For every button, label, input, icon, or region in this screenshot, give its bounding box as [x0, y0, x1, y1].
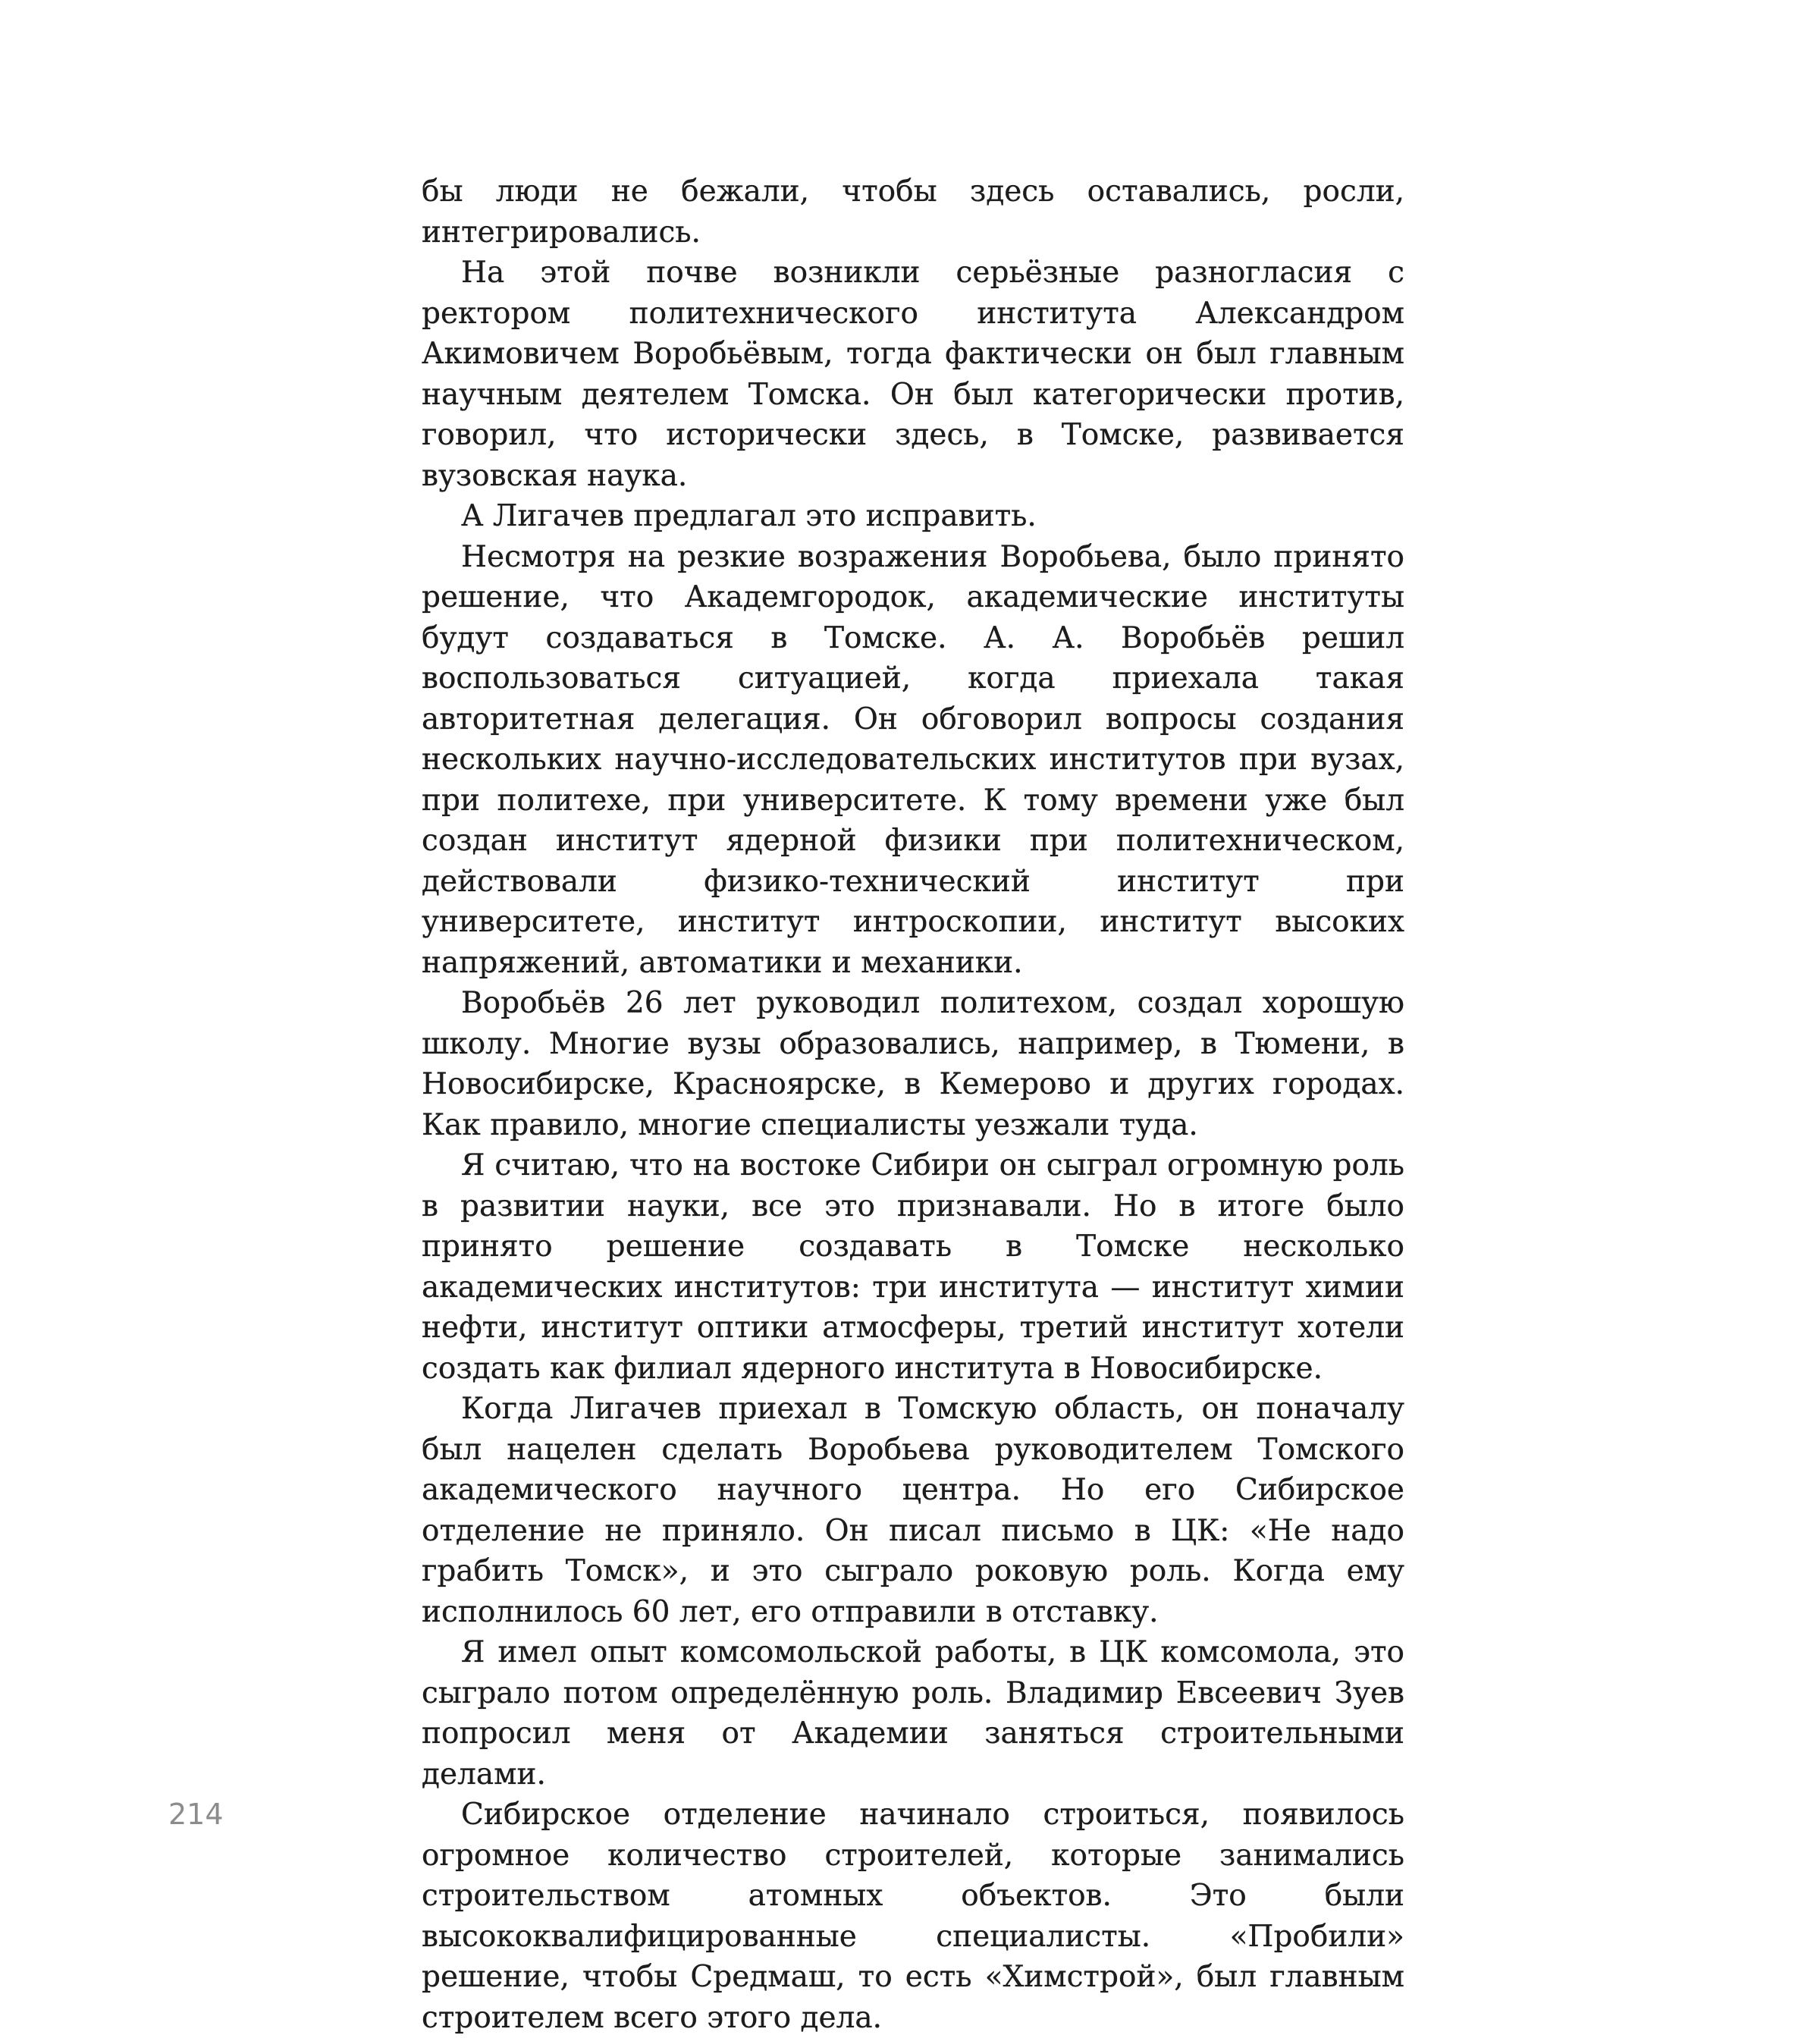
- body-text: [422, 171, 1404, 2038]
- paragraph-2: На этой почве возникли серьёзные разногласия с ректором политехнического института Александром Акимовичем Воробьёвым, тогда фактически он был главным научным деятелем Томска. Он был категорически против, говорил, что исторически здесь, в Томске, развивается вузовская наука.: [422, 256, 1404, 493]
- paragraph-5: Воробьёв 26 лет руководил политехом, создал хорошую школу. Многие вузы образовались, например, в Тюмени, в Новосибирске, Красноярске, в Кемерово и других городах. Как правило, многие специалисты уезжали туда.: [422, 986, 1404, 1142]
- page-number: 214: [168, 1798, 224, 1831]
- paragraph-3: А Лигачев предлагал это исправить.: [461, 499, 1037, 533]
- paragraph-6: Я считаю, что на востоке Сибири он сыграл огромную роль в развитии науки, все это признавали. Но в итоге было принято решение создавать в Томске несколько академических институтов: три института — институт химии нефти, институт оптики атмосферы, третий институт хотели создать как филиал ядерного института в Новосибирске.: [422, 1148, 1404, 1386]
- paragraph-7: Когда Лигачев приехал в Томскую область, он поначалу был нацелен сделать Воробьева руководителем Томского академического научного центра. Но его Сибирское отделение не приняло. Он писал письмо в ЦК: «Не надо грабить Томск», и это сыграло роковую роль. Когда ему исполнилось 60 лет, его отправили в отставку.: [422, 1392, 1404, 1629]
- paragraph-9: Сибирское отделение начинало строиться, появилось огромное количество строителей, которые занимались строительством атомных объектов. Это были высококвалифицированные специалисты. «Пробили» решение, чтобы Средмаш, то есть «Химстрой», был главным строителем всего этого дела.: [422, 1798, 1404, 2035]
- paragraph-8: Я имел опыт комсомольской работы, в ЦК комсомола, это сыграло потом определённую роль. Владимир Евсеевич Зуев попросил меня от Академии заняться строительными делами.: [422, 1635, 1404, 1791]
- paragraph-4: Несмотря на резкие возражения Воробьева, было принято решение, что Академгородок, академические институты будут создаваться в Томске. А. А. Воробьёв решил воспользоваться ситуацией, когда приехала такая авторитетная делегация. Он обговорил вопросы создания нескольких научно-исследовательских институтов при вузах, при политехе, при университете. К тому времени уже был создан институт ядерной физики при политехническом, действовали физико-технический институт при университете, институт интроскопии, институт высоких напряжений, автоматики и механики.: [422, 539, 1404, 980]
- paragraph-1: бы люди не бежали, чтобы здесь оставались, росли, интегрировались.: [422, 174, 1404, 250]
